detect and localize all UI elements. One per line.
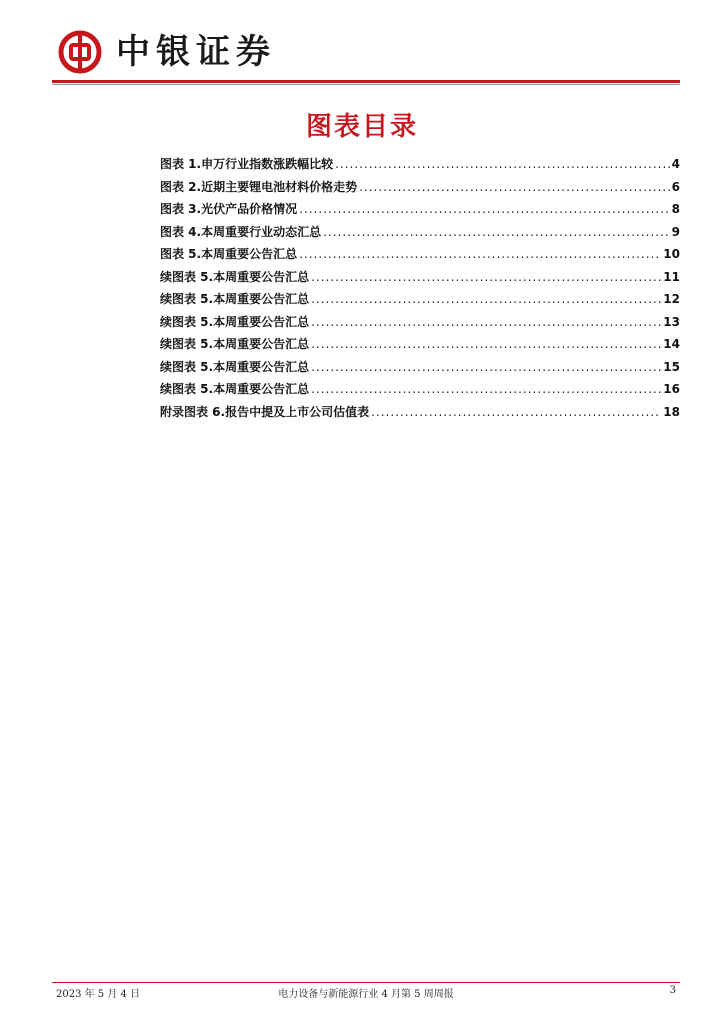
- toc-entry-page: 8: [671, 202, 680, 216]
- toc-dot-leader: [335, 157, 670, 171]
- toc-entry[interactable]: [160, 380, 680, 403]
- toc-entry-label: 图表 4.本周重要行业动态汇总: [160, 224, 322, 239]
- footer-divider: [52, 982, 680, 983]
- toc-entry-page: 15: [663, 359, 680, 374]
- page-header: [52, 30, 680, 76]
- toc-dot-leader: [311, 315, 661, 329]
- footer-date: 2023 年 5 月 4 日: [56, 989, 141, 1000]
- toc-entry[interactable]: [160, 335, 680, 358]
- bank-of-china-logo-icon: [58, 30, 102, 74]
- toc-entry[interactable]: [160, 290, 680, 313]
- toc-entry[interactable]: [160, 268, 680, 291]
- toc-entry-page: 16: [663, 382, 680, 396]
- toc-dot-leader: [311, 337, 661, 351]
- toc-entry[interactable]: [160, 245, 680, 268]
- brand-name: 中银证券: [116, 32, 276, 72]
- toc-entry-label: 续图表 5.本周重要公告汇总: [160, 292, 310, 306]
- toc-entry-label: 续图表 5.本周重要公告汇总: [160, 337, 310, 351]
- toc-entry-label: 图表 2.近期主要锂电池材料价格走势: [160, 179, 358, 194]
- toc-entry[interactable]: [160, 403, 680, 426]
- toc-entry-label: 续图表 5.本周重要公告汇总: [160, 269, 310, 284]
- header-divider-thin: [52, 84, 680, 85]
- toc-entry-label: 附录图表 6.报告中提及上市公司估值表: [160, 404, 370, 419]
- footer-page-number: 3: [669, 985, 676, 996]
- toc-dot-leader: [299, 247, 661, 261]
- toc-entry-label: 续图表 5.本周重要公告汇总: [160, 314, 310, 329]
- toc-entry-page: 13: [663, 314, 680, 329]
- toc-dot-leader: [299, 202, 670, 216]
- toc-entry[interactable]: [160, 200, 680, 223]
- toc-entry-label: 图表 1.申万行业指数涨跌幅比较: [160, 157, 334, 171]
- toc-entry-page: 9: [671, 224, 680, 239]
- toc-entry-label: 续图表 5.本周重要公告汇总: [160, 382, 310, 396]
- toc-dot-leader: [359, 180, 670, 194]
- toc-entry[interactable]: [160, 155, 680, 178]
- toc-entry-label: 图表 5.本周重要公告汇总: [160, 247, 298, 261]
- toc-dot-leader: [371, 405, 661, 419]
- toc-entry-label: 续图表 5.本周重要公告汇总: [160, 359, 310, 374]
- page-footer: [52, 985, 680, 1001]
- toc-entry[interactable]: [160, 313, 680, 336]
- toc-dot-leader: [311, 292, 661, 306]
- toc-dot-leader: [311, 270, 661, 284]
- footer-report-title: 电力设备与新能源行业 4 月第 5 周周报: [278, 989, 454, 1000]
- toc-entry-label: 图表 3.光伏产品价格情况: [160, 202, 298, 216]
- toc-dot-leader: [323, 225, 670, 239]
- toc-entry[interactable]: [160, 178, 680, 201]
- toc-entry-page: 10: [663, 247, 680, 261]
- toc-entry-page: 14: [663, 337, 680, 351]
- toc-entry[interactable]: [160, 358, 680, 381]
- toc-entry-page: 18: [663, 404, 680, 419]
- toc-entry-page: 12: [663, 292, 680, 306]
- toc-entry-page: 11: [663, 269, 680, 284]
- header-divider: [52, 80, 680, 83]
- toc-list: [160, 155, 680, 425]
- toc-dot-leader: [311, 360, 661, 374]
- toc-entry-page: 4: [671, 157, 680, 171]
- toc-entry-page: 6: [671, 179, 680, 194]
- toc-dot-leader: [311, 382, 661, 396]
- toc-title: 图表目录: [305, 112, 418, 142]
- toc-entry[interactable]: [160, 223, 680, 246]
